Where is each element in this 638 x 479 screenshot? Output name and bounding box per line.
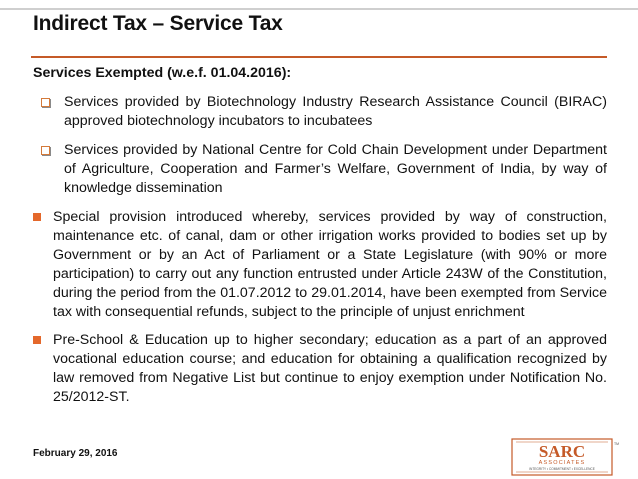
sub-bullet-text: Services provided by National Centre for Cold Chain Development under Department of Agriculture, Cooperation and Farmer’s Welfare, Government of India, by way of knowledge dissemination [64,142,607,196]
square-bullet-icon [41,98,50,107]
main-bullet-text: Special provision introduced whereby, services provided by way of construction, maintenance etc. of canal, dam or other irrigation works provided to bodies set up by Government or by an Act of Parliament or a State Legislature (with 90% or more participation) to carry out any function entrusted under Article 243W of the Constitution, during the period from the 01.07.2012 to 29.01.2014, have been exempted from Service tax with consequential refunds, subject to the principle of unjust enrichment [53,209,607,320]
slide-content [33,64,607,416]
top-divider [0,8,638,10]
sub-bullet-item [33,93,607,131]
main-bullet-item [33,331,607,407]
slide-title: Indirect Tax – Service Tax [33,12,283,35]
logo-text: SARC [538,442,586,461]
sarc-logo [510,437,620,477]
logo-tagline: INTEGRITY • COMMITMENT • EXCELLENCE [529,467,595,471]
main-bullet-item [33,208,607,322]
filled-square-bullet-icon [33,213,41,221]
svg-text:TM: TM [614,442,620,446]
footer-date: February 29, 2016 [33,448,118,459]
logo-subtext: ASSOCIATES [538,460,586,466]
main-bullet-text: Pre-School & Education up to higher secondary; education as a part of an approved vocational education course; and education for obtaining a qualification recognized by law removed from Negative List but continue to enjoy exemption under Notification No. 25/2012-ST. [53,332,607,405]
sub-bullet-text: Services provided by Biotechnology Industry Research Assistance Council (BIRAC) approved biotechnology incubators to incubatees [64,94,607,129]
title-underline [31,56,607,58]
sub-bullet-item [33,141,607,198]
filled-square-bullet-icon [33,336,41,344]
section-heading: Services Exempted (w.e.f. 01.04.2016): [33,65,292,81]
square-bullet-icon [41,146,50,155]
